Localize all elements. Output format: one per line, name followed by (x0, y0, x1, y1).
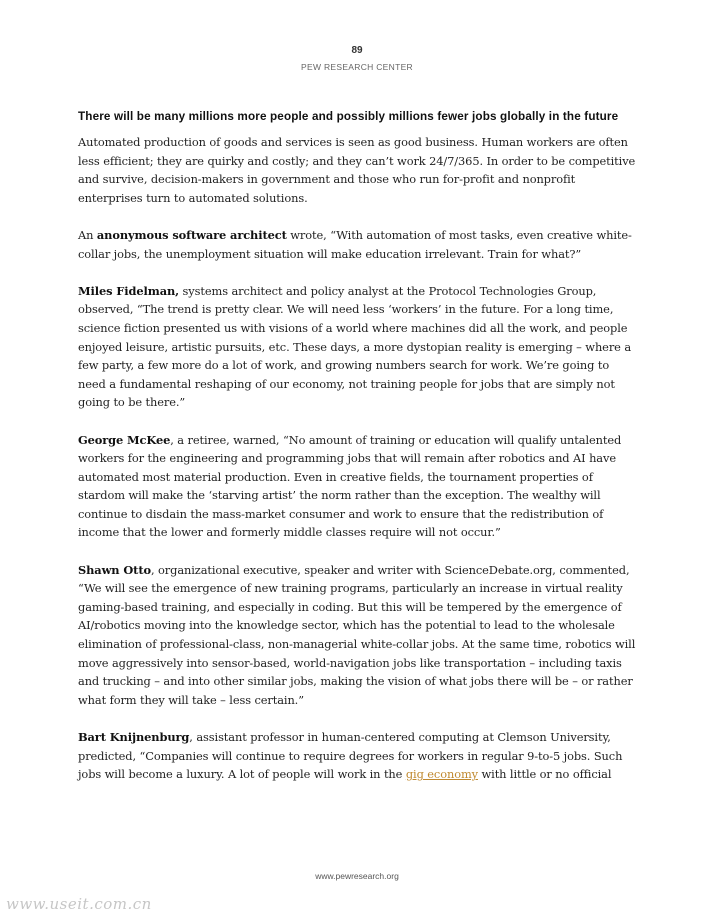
paragraph-quote (78, 561, 638, 710)
paragraph-text: wrote, “With automation of most tasks, even creative white-collar jobs, the unemployment situation will make education irrelevant. Train for what?” (78, 227, 632, 261)
paragraph-quote (78, 728, 638, 784)
document-body (78, 108, 638, 802)
paragraph-prefix: An (78, 227, 97, 242)
speaker-name: George McKee (78, 432, 171, 447)
footer-url: www.pewresearch.org (315, 871, 399, 881)
speaker-name: Shawn Otto (78, 562, 151, 577)
paragraph-text: , assistant professor in human-centered computing at Clemson University, predicted, “Companies will continue to require degrees for workers in regular 9-to-5 jobs. Such jobs will become a luxury. A lot of people will work in the (78, 730, 623, 782)
gig-economy-link[interactable]: gig economy (405, 767, 478, 782)
page-number: 89 (351, 45, 363, 56)
speaker-name: anonymous software architect (96, 227, 287, 242)
paragraph-text: systems architect and policy analyst at the Protocol Technologies Group, observed, “The trend is pretty clear. We will need less ‘workers’ in the future. For a long time, science fiction presented us with visions of a world where machines did all the work, and people enjoyed leisure, artistic pursuits, etc. These days, a more dystopian reality is emerging – where a few party, a few more do a lot of work, and growing numbers search for work. We’re going to need a fundamental reshaping of our economy, not training people for jobs that are simply not going to be there.” (78, 283, 632, 410)
section-heading: There will be many millions more people and possibly millions fewer jobs globally in the future (78, 110, 619, 123)
paragraph-quote (78, 282, 638, 412)
org-header: PEW RESEARCH CENTER (301, 62, 413, 72)
speaker-name: Bart Knijnenburg (78, 730, 190, 744)
paragraph-tail: with little or no official (477, 767, 612, 782)
paragraph-intro (78, 133, 638, 207)
speaker-name: Miles Fidelman, (78, 283, 180, 298)
paragraph-text: , a retiree, warned, “No amount of training or education will qualify untalented workers for the engineering and programming jobs that will remain after robotics and AI have automated most material production. Even in creative fields, the tournament properties of stardom will make the ‘starving artist’ the norm rather than the exception. The wealthy will continue to disdain the mass-market consumer and work to ensure that the redistribution of income that the lower and formerly middle classes require will not occur.” (78, 432, 622, 540)
watermark: www.useit.com.cn (6, 895, 152, 913)
paragraph-quote (78, 226, 638, 263)
paragraph-text: Automated production of goods and services is seen as good business. Human workers are often less efficient; they are quirky and costly; and they can’t work 24/7/365. In order to be competitive and survive, decision-makers in government and those who run for-profit and nonprofit enterprises turn to automated solutions. (78, 135, 636, 205)
paragraph-text: , organizational executive, speaker and writer with ScienceDebate.org, commented, “We will see the emergence of new training programs, particularly an increase in virtual reality gaming-based training, and especially in coding. But this will be tempered by the emergence of AI/robotics moving into the knowledge sector, which has the potential to lead to the wholesale elimination of professional-class, non-managerial white-collar jobs. At the same time, robotics will move aggressively into sensor-based, world-navigation jobs like transportation – including taxis and trucking – and into other similar jobs, making the vision of what jobs there will be – or rather what form they will take – less certain.” (78, 562, 636, 707)
paragraph-quote (78, 431, 638, 543)
